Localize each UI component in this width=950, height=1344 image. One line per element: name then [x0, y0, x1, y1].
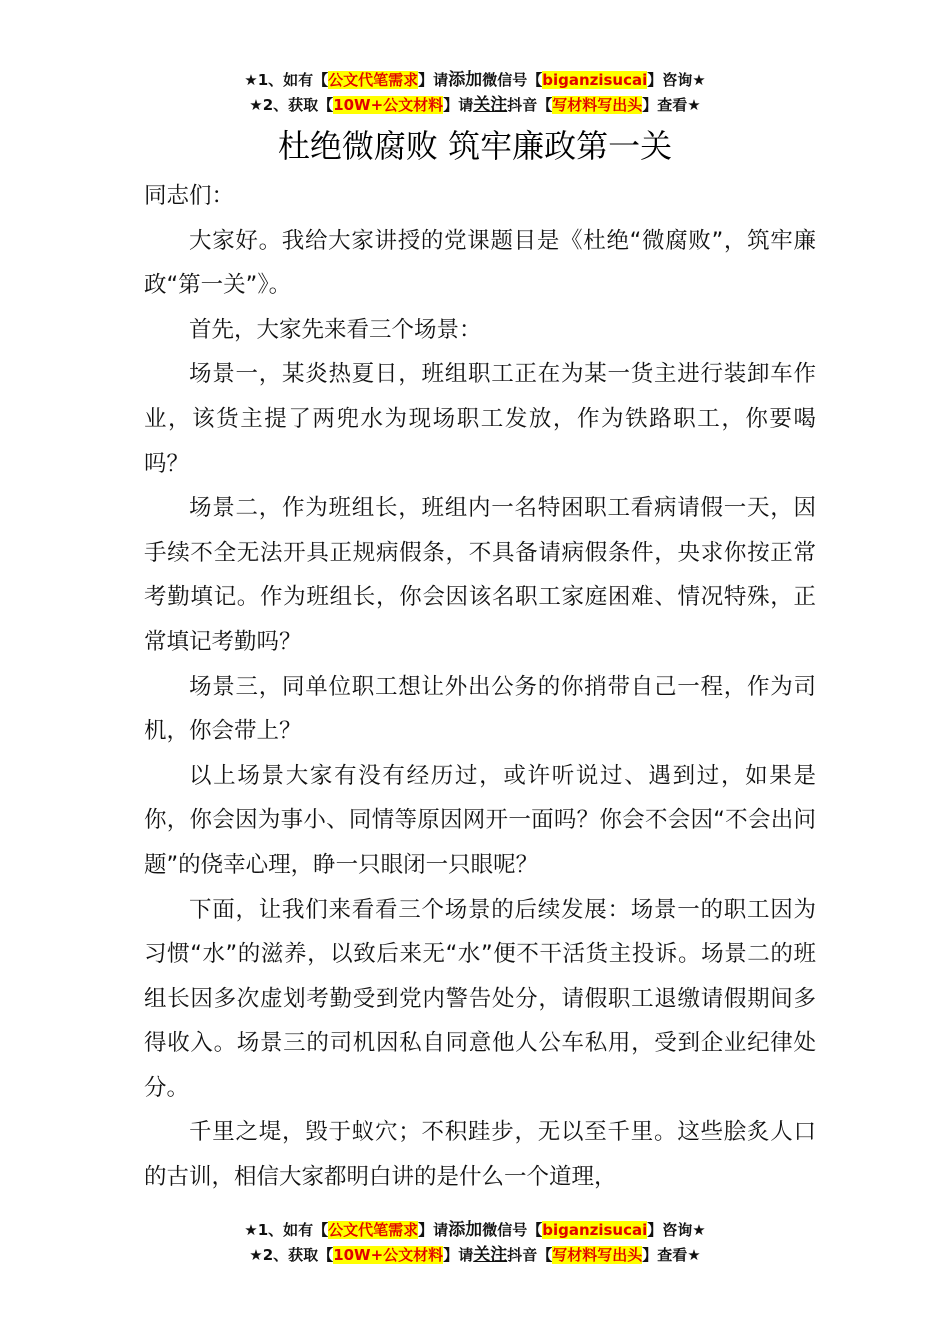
promo-text: 】咨询★ [647, 71, 706, 89]
paragraph: 首先，大家先来看三个场景： [189, 316, 482, 343]
paragraph: 大家好。我给大家讲授的党课题目是《杜绝“微腐败”，筑牢廉政“第一关”》。 [144, 227, 816, 299]
promo-douyin-id: 写材料写出头 [552, 1246, 643, 1264]
promo-line-2 [0, 93, 950, 118]
promo-banner-bottom [0, 1218, 950, 1268]
promo-highlight: 公文代笔需求 [328, 71, 419, 89]
promo-text: ★1、如有【 [244, 1221, 329, 1239]
promo-text: 】请 [418, 1221, 449, 1239]
document-body [144, 174, 816, 1200]
promo-line-2 [0, 1243, 950, 1268]
promo-text: 】请 [443, 1246, 474, 1264]
promo-text: 】查看★ [642, 1246, 701, 1264]
promo-highlight: 公文代笔需求 [328, 1221, 419, 1239]
promo-line-1 [0, 68, 950, 93]
promo-emphasis: 添加 [448, 1220, 483, 1240]
promo-text: ★2、获取【 [249, 96, 334, 114]
promo-text: 抖音【 [507, 1246, 553, 1264]
promo-text: 】查看★ [642, 96, 701, 114]
promo-emphasis: 关注 [473, 1245, 508, 1265]
promo-text: ★2、获取【 [249, 1246, 334, 1264]
paragraph: 下面，让我们来看看三个场景的后续发展：场景一的职工因为习惯“水”的滋养，以致后来无“水”便不干活货主投诉。场景二的班组长因多次虚划考勤受到党内警告处分，请假职工退缴请假期间多得收入。场景三的司机因私自同意他人公车私用，受到企业纪律处分。 [144, 896, 816, 1101]
paragraph: 场景二，作为班组长，班组内一名特困职工看病请假一天，因手续不全无法开具正规病假条，不具备请病假条件，央求你按正常考勤填记。作为班组长，你会因该名职工家庭困难、情况特殊，正常填记考勤吗？ [144, 495, 816, 655]
salutation: 同志们： [144, 183, 235, 209]
promo-text: 微信号【 [482, 71, 543, 89]
promo-highlight: 10W+公文材料 [333, 1246, 444, 1264]
promo-text: 】请 [443, 96, 474, 114]
promo-emphasis: 添加 [448, 70, 483, 90]
promo-text: 微信号【 [482, 1221, 543, 1239]
promo-text: 抖音【 [507, 96, 553, 114]
promo-wechat-id: biganzisucai [542, 71, 648, 89]
promo-text: 】咨询★ [647, 1221, 706, 1239]
paragraph: 千里之堤，毁于蚁穴；不积跬步，无以至千里。这些脍炙人口的古训，相信大家都明白讲的是什么一个道理， [144, 1119, 816, 1191]
promo-text: ★1、如有【 [244, 71, 329, 89]
paragraph: 场景一，某炎热夏日，班组职工正在为某一货主进行装卸车作业，该货主提了两兜水为现场职工发放，作为铁路职工，你要喝吗？ [144, 361, 816, 477]
promo-douyin-id: 写材料写出头 [552, 96, 643, 114]
promo-highlight: 10W+公文材料 [333, 96, 444, 114]
promo-text: 】请 [418, 71, 449, 89]
promo-emphasis: 关注 [473, 95, 508, 115]
paragraph: 场景三，同单位职工想让外出公务的你捎带自己一程，作为司机，你会带上？ [144, 673, 816, 745]
document-title: 杜绝微腐败 筑牢廉政第一关 [277, 127, 673, 165]
promo-wechat-id: biganzisucai [542, 1221, 648, 1239]
promo-line-1 [0, 1218, 950, 1243]
paragraph: 以上场景大家有没有经历过，或许听说过、遇到过，如果是你，你会因为事小、同情等原因网开一面吗？你会不会因“不会出问题”的侥幸心理，睁一只眼闭一只眼呢？ [144, 762, 816, 878]
promo-banner-top [0, 68, 950, 118]
